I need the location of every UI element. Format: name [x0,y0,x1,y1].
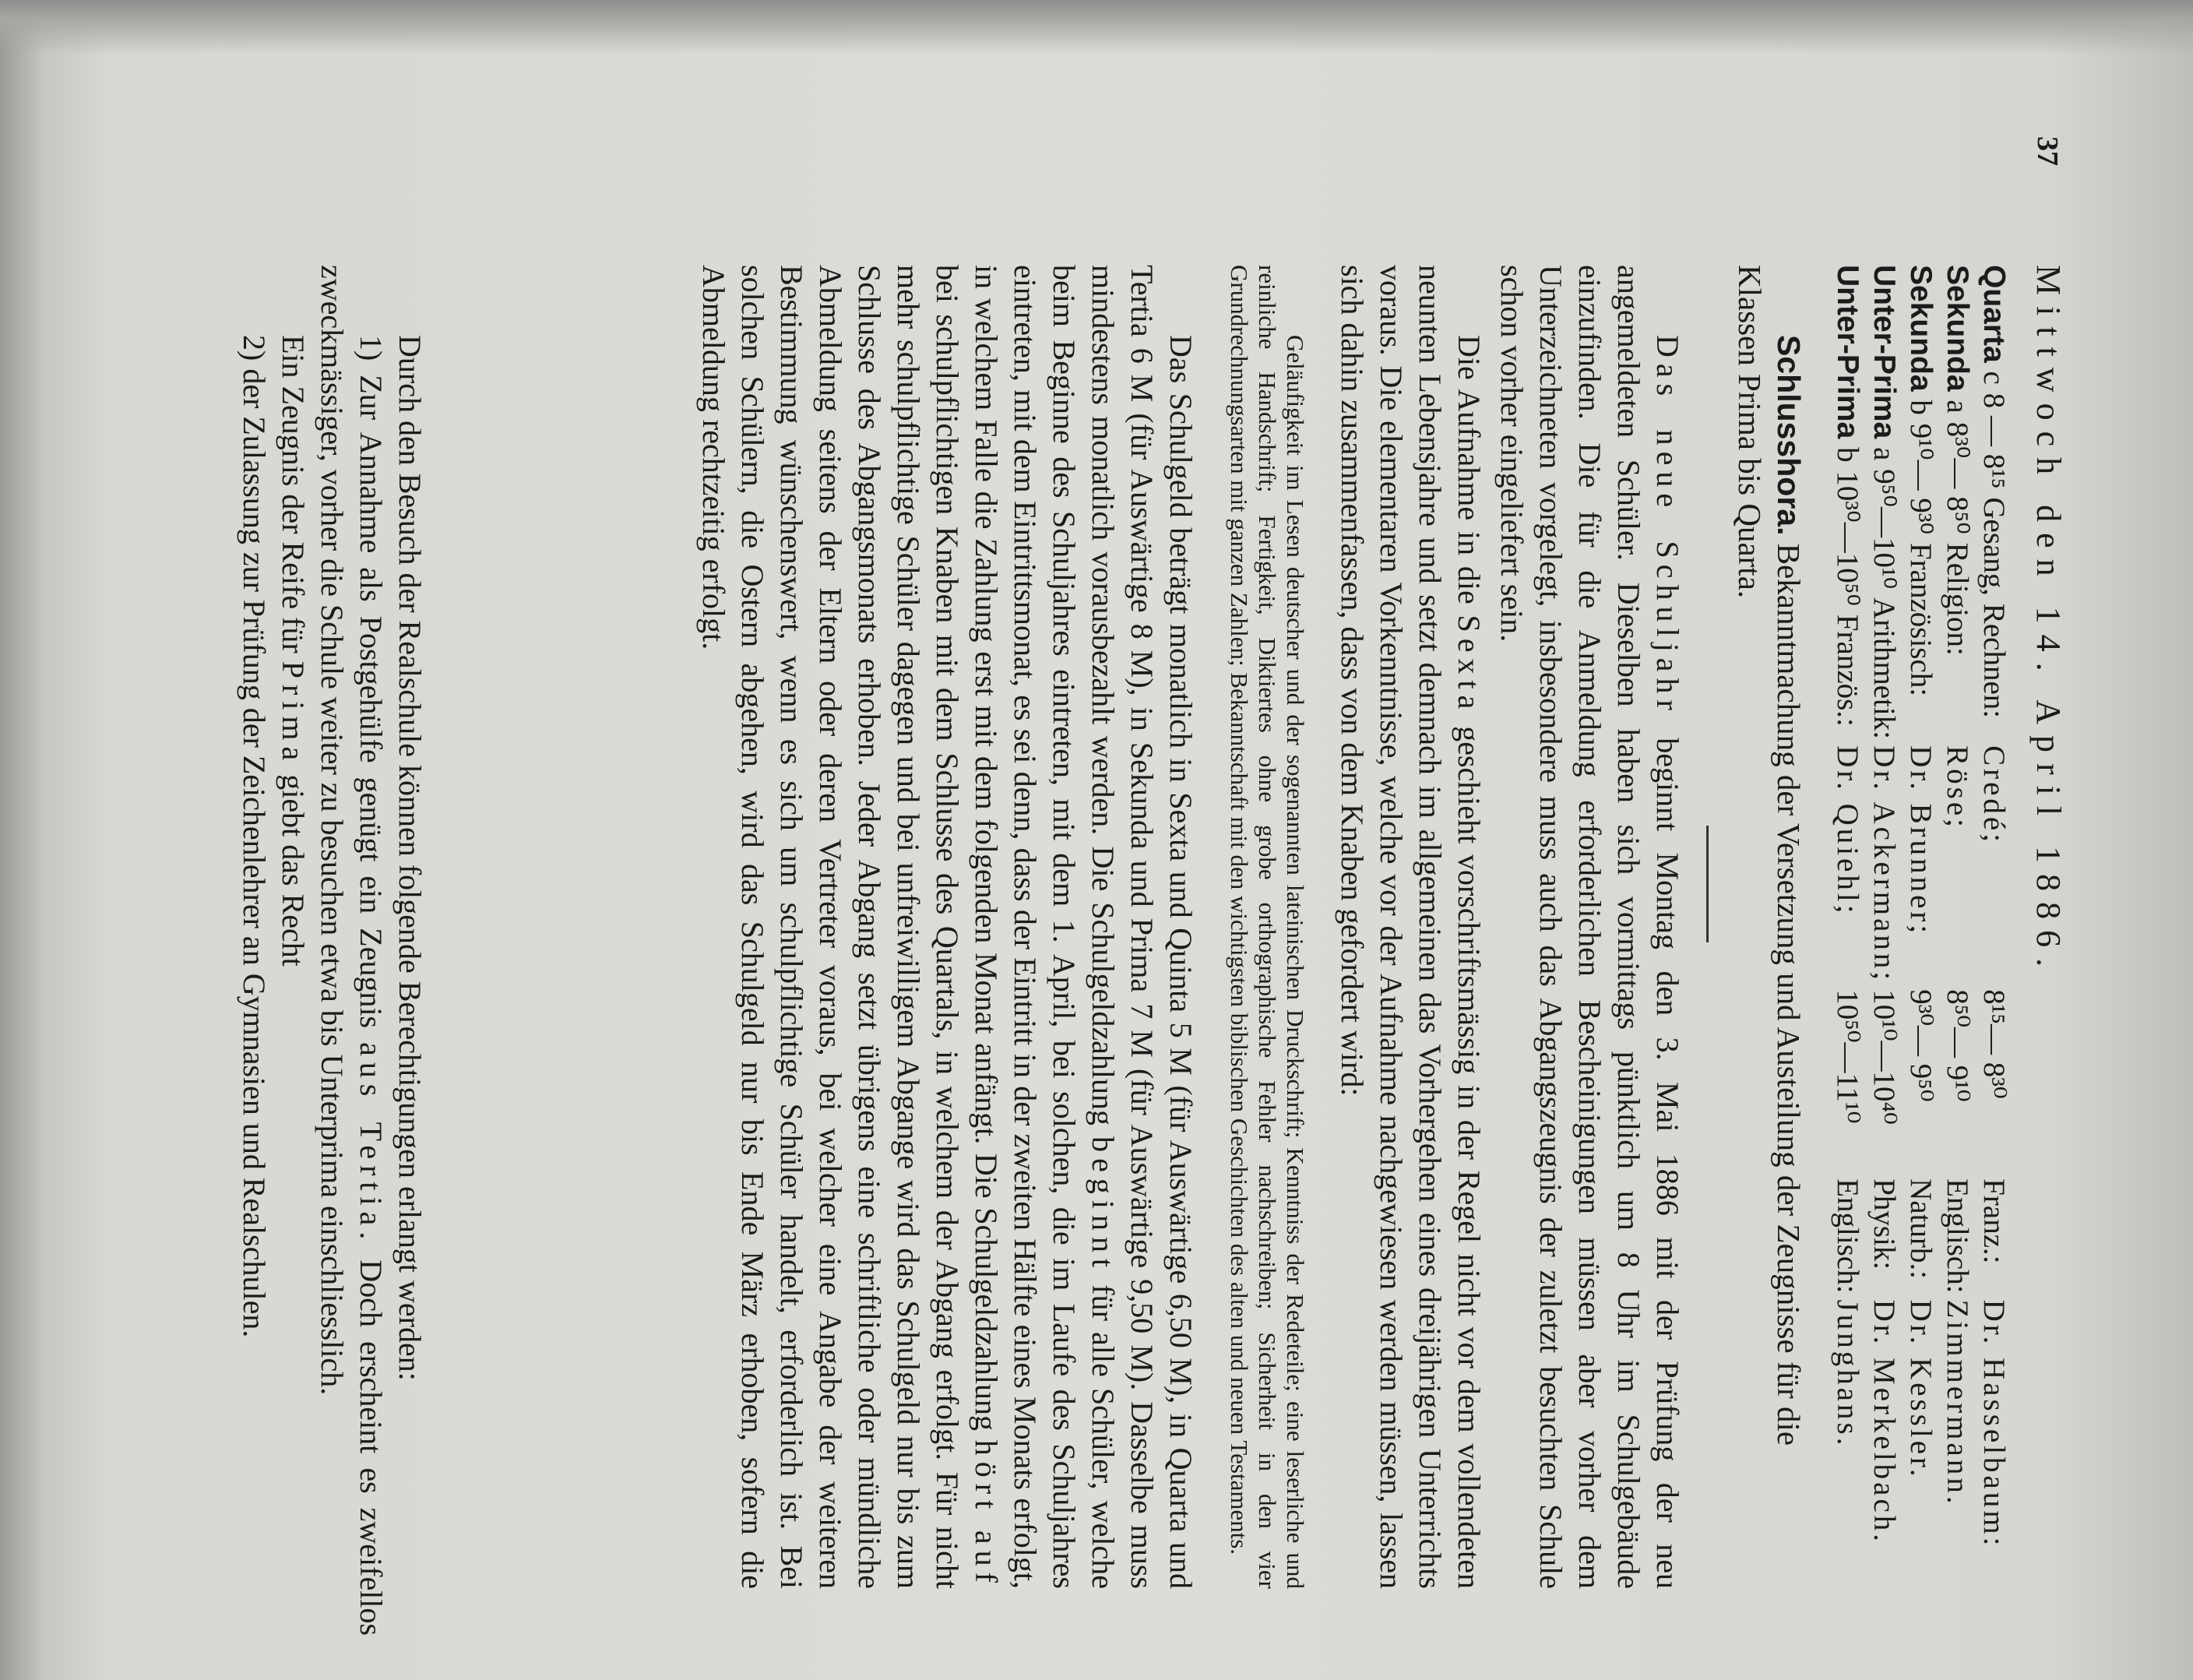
page-number: 37 [2031,136,2064,166]
spaced-emphasis: hört auf [969,1439,1004,1589]
list-item [312,265,390,1636]
paragraph-berechtigungen [234,265,429,1636]
page-header-date: Mittwoch den 14. April 1886. [2029,265,2068,978]
spaced-emphasis: Prima [276,660,311,767]
paragraph-text: giebt das Recht [276,774,311,967]
subject: Physik: [1867,1178,1901,1270]
time-slot: 8¹⁵— 8³⁰ [1977,989,2011,1099]
teacher: Dr. Merkelbach. [1867,1299,1901,1545]
spaced-emphasis: Das neue Schuljahr [1650,335,1685,717]
class-name: Unter-Prima [1867,265,1901,439]
time-slot: 8³⁰— 8⁵⁰ [1941,421,1974,534]
time-slot: 10⁵⁰—11¹⁰ [1831,989,1864,1124]
subject: Französ.: [1831,614,1864,727]
time-slot: 9¹⁰— 9³⁰ [1904,423,1938,535]
time-slot: 10¹⁰—10⁴⁰ [1867,989,1901,1125]
class-name: Quarta [1977,265,2011,363]
teacher: Zimmermann. [1941,1299,1974,1507]
teacher: Dr. Brunner; [1904,745,1938,937]
paragraph-text: geschieht vorschriftsmässig in der Regel nicht vor dem vollendeten neunten Lebensjahre und setzt demnach im allgemeinen das Vorhergehen eines dreijährigen Unterrichts voraus. Die elementaren Vorkenntnisse, welche vor der Aufnahme nachgewiesen werden müssen, lassen sich dahin zusammenfassen, dass von dem Knaben gefordert wird: [1335,265,1487,1590]
teacher: Junghans. [1831,1299,1864,1449]
teacher: Credé; [1977,745,2011,846]
spaced-emphasis: beginnt [1086,1136,1121,1274]
subject: Naturb.: [1904,1178,1938,1280]
class-name: Sekunda [1904,265,1938,392]
subject: Französisch: [1904,543,1938,697]
schedule-row [1903,265,1939,1555]
paragraph-schuljahr [1492,265,1687,1589]
class-letter: b [1831,447,1864,463]
paragraph-text: Doch erscheint es zweifellos zweckmässiger, vorher die Schule weiter zu besuchen etwa bis Unterprima einschliesslich. [315,265,389,1636]
schlusshora-line [1770,335,1808,1446]
subject: Englisch: [1831,1178,1864,1294]
paragraph-text: Ein Zeugnis der Reife für [276,335,311,653]
class-letter: c [1977,371,2011,385]
subject: Gesang, Rechnen: [1977,497,2011,719]
time-slot: 8 — 8¹⁵ [1977,393,2011,489]
section-divider [1706,826,1709,942]
schlusshora-text: Bekanntmachung der Versetzung und Austeilung der Zeugnisse für die [1771,543,1807,1446]
class-name: Unter-Prima [1831,265,1864,439]
paragraph-text: Jeder Abgang setzt übrigens eine schriftliche oder mündliche Abmeldung seitens der Eltern oder deren Vertreter voraus, bei welcher eine Angabe der weiteren Bestimmung wünschenswert, wenn es sich um schulpflichtige Schüler handelt, erforderlich ist. Bei solchen Schülern, die Ostern abgehen, wird das Schulgeld nur bis Ende März erhoben, sofern die Abmeldung rechtzeitig erfolgt. [696,265,887,1590]
class-letter: a [1867,447,1901,461]
class-letter: b [1904,400,1938,415]
paragraph-text: für alle Schüler, welche beim Beginne des Schuljahres eintreten, mit dem 1. April, bei solchen, die im Laufe des Schuljahres eintreten, mit dem Eintrittsmonat, es sei denn, dass der Eintritt in der zweiten Hälfte eines Monats erfolgt, in welchem Falle die Zahlung erst mit dem folgenden Monat anfängt. Die Schulgeldzahlung [969,265,1121,1590]
teacher: Dr. Hasselbaum: [1977,1299,2011,1549]
subject: Englisch: [1941,1178,1974,1294]
time-slot: 8⁵⁰— 9¹⁰ [1941,989,1974,1102]
time-slot: 10³⁰—10⁵⁰ [1831,470,1864,606]
schlusshora-title: Schlusshora. [1771,335,1807,536]
subject: Franz.: [1977,1178,2011,1264]
subject: Religion: [1941,542,1974,656]
spaced-emphasis: aus Tertia. [354,1042,389,1246]
spaced-emphasis: Sexta [1452,615,1487,716]
teacher: Dr. Kessler. [1904,1299,1938,1480]
time-slot: 9³⁰— 9⁵⁰ [1904,989,1938,1102]
list-item: 2) der Zulassung zur Prüfung der Zeichenlehrer an Gymnasien und Realschulen. [237,335,272,1338]
paragraph-text: Durch den Besuch der Realschule können folgende Berechtigungen erlangt werden: [392,335,428,1381]
teacher: Dr. Quiehl; [1831,745,1864,917]
teacher: Röse; [1941,745,1974,830]
schedule-row [1829,265,1866,1555]
paragraph-text: bei schulpflichtigen Knaben mit dem Schlusse des Quartals, in welchem der Abgang erfolgt. Für nicht mehr schulpflichtige Schüler dagegen und bei unfreiwilligem Abgange wird das Schulgeld nur bis zum Schlusse des Abgangsmonats erhoben. [852,265,965,1589]
list-subheading [273,265,312,1636]
schedule-row [1976,265,2012,1555]
schedule-row [1866,265,1903,1555]
paragraph-text: Die Aufnahme in die [1452,335,1487,604]
class-name: Sekunda [1941,265,1974,392]
paragraph-text: Das Schulgeld beträgt monatlich in Sexta und Quinta 5 M (für Auswärtige 6,50 M), in Quarta und Tertia 6 M (für Auswärtige 8 M), in Sekunda und Prima 7 M (für Auswärtige 9,50 M). Dasselbe muss mindestens monatlich vorausbezahlt werden. Die Schulgeldzahlung [1086,265,1199,1589]
paragraph-text: 1) Zur Annahme als Postgehülfe genügt ein Zeugnis [354,335,389,1029]
exam-schedule [1829,265,2012,1555]
time-slot: 9⁵⁰—10¹⁰ [1867,469,1901,590]
class-letter: a [1941,400,1974,414]
paragraph-requirements: Geläufigkeit im Lesen deutscher und der sogenannten lateinischen Druckschrift; Kenntniss der Redeteile; eine leserliche und reinliche Handschrift; Fertigkeit, Diktiertes ohne grobe orthographische Fehler nachschreiben; Sicherheit in den vier Grundrechnungsarten mit ganzen Zahlen; Bekanntschaft mit den wichtigsten biblischen Geschichten des alten und neuen Testaments. [1226,265,1309,1589]
schlusshora-text-continued: Klassen Prima bis Quarta. [1732,265,1768,599]
teacher: Dr. Ackermann; [1867,745,1901,984]
subject: Arithmetik: [1867,597,1901,740]
paragraph-aufnahme [1332,265,1488,1589]
paragraph-text: beginnt Montag den 3. Mai 1886 mit der Prüfung der neu angemeldeten Schüler. Dieselben haben sich vormittags pünktlich um 8 Uhr im Schulgebäude einzufinden. Die für die Anmeldung erforderlichen Bescheinigungen müssen aber vorher dem Unterzeichneten vorgelegt, insbesondere muss auch das Abgangszeugnis der zuletzt besuchten Schule schon vorher eingeliefert sein. [1494,265,1685,1590]
schedule-row [1939,265,1976,1555]
paragraph-schulgeld [694,265,1200,1589]
